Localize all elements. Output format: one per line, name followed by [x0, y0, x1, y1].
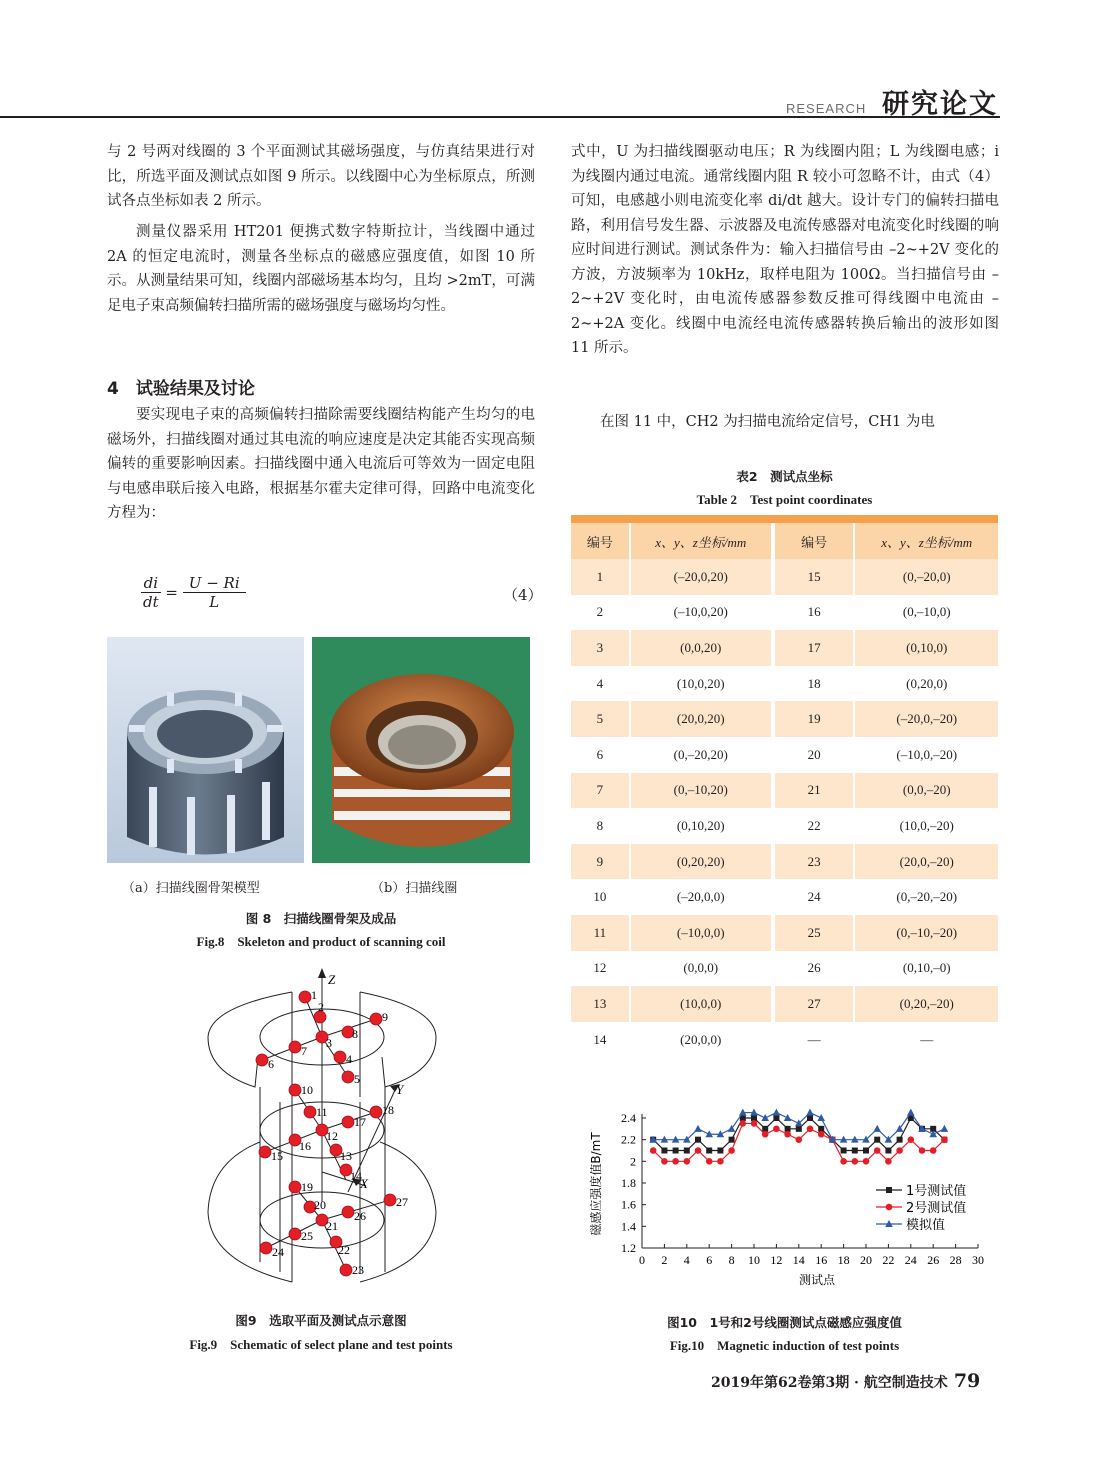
chart-point-s1 [717, 1148, 723, 1154]
cell-coords-2: (0,–20,–20) [855, 879, 998, 915]
section-heading: 4 试验结果及讨论 [107, 379, 255, 399]
chart-y-tick-label: 1.6 [621, 1197, 636, 1212]
cell-id: 8 [571, 808, 631, 844]
test-point-label: 12 [326, 1129, 338, 1143]
cell-id-2: 26 [773, 951, 856, 987]
cell-coords-2: (–20,0,–20) [855, 701, 998, 737]
cell-coords: (10,0,20) [631, 666, 773, 702]
chart-x-tick-label: 28 [949, 1253, 962, 1267]
table2-top-bar [571, 515, 998, 523]
cell-coords-2: (–10,0,–20) [855, 737, 998, 773]
table-row [571, 915, 998, 951]
chart-point-s1 [695, 1137, 701, 1143]
chart-y-tick-label: 2.2 [621, 1132, 636, 1147]
table-row [571, 844, 998, 880]
chart-x-tick-label: 10 [748, 1253, 760, 1267]
test-point-marker [289, 1228, 301, 1240]
header-rule [0, 116, 1000, 118]
table2 [571, 523, 998, 1057]
coil-outline-lower-left [208, 1142, 292, 1282]
chart-point-s3 [817, 1114, 825, 1121]
chart-point-s2 [740, 1120, 747, 1127]
header-section-title: 研究论文 [882, 89, 998, 120]
chart-y-tick-label: 2.4 [621, 1111, 636, 1125]
test-point-label: 16 [299, 1139, 311, 1153]
chart-point-s2 [751, 1120, 758, 1127]
fig10-chart [580, 1100, 1000, 1300]
cell-coords-2: (0,20,–20) [855, 986, 998, 1022]
test-point-marker [340, 1264, 352, 1276]
test-point-label: 3 [326, 1036, 332, 1050]
header-id: 编号 [571, 523, 631, 559]
eq-lhs-den: dt [143, 593, 159, 611]
cell-id-2: 27 [773, 986, 856, 1022]
chart-point-s2 [684, 1158, 691, 1165]
cell-id-2: 23 [773, 844, 856, 880]
cell-id: 4 [571, 666, 631, 702]
table2-caption-cn: 表2 测试点坐标 [736, 469, 833, 484]
chart-point-s1 [807, 1115, 813, 1121]
cell-coords: (–10,0,20) [631, 595, 773, 631]
cell-coords-2: (0,10,–0) [855, 951, 998, 987]
axis-x-label: X [360, 1176, 368, 1191]
chart-point-s1 [751, 1115, 757, 1121]
chart-point-s2 [941, 1136, 948, 1143]
chart-point-s2 [908, 1136, 915, 1143]
cell-id-2: 17 [773, 630, 856, 666]
test-point-marker [260, 1242, 272, 1254]
chart-y-tick-label: 1.8 [621, 1176, 636, 1190]
right-paragraph-2: 在图 11 中，CH2 为扫描电流给定信号，CH1 为电 [600, 414, 935, 430]
legend-label: 2号测试值 [906, 1201, 967, 1216]
table-row [571, 701, 998, 737]
chart-point-s2 [852, 1158, 859, 1165]
cell-id: 10 [571, 879, 631, 915]
fig8b-subcaption: （b）扫描线圈 [371, 881, 458, 896]
page-number: 79 [953, 1370, 981, 1392]
test-point-marker [259, 1146, 271, 1158]
chart-point-s1 [684, 1148, 690, 1154]
cell-id: 6 [571, 737, 631, 773]
test-point-label: 22 [338, 1243, 350, 1257]
test-point-marker [256, 1054, 268, 1066]
fig8a-subcaption: （a）扫描线圈骨架模型 [122, 881, 260, 896]
legend-label: 模拟值 [906, 1218, 946, 1233]
test-point-label: 20 [314, 1198, 326, 1212]
chart-x-tick-label: 4 [683, 1253, 690, 1267]
chart-point-s1 [673, 1148, 679, 1154]
table-row [571, 630, 998, 666]
cell-id-2: 25 [773, 915, 856, 951]
cell-coords: (0,20,20) [631, 844, 773, 880]
chart-point-s2 [919, 1147, 926, 1154]
header-research-label: RESEARCH [786, 101, 867, 116]
cell-coords-2: (0,–10,–20) [855, 915, 998, 951]
cell-coords: (0,–20,20) [631, 737, 773, 773]
cell-id-2: 18 [773, 666, 856, 702]
chart-x-tick-label: 24 [904, 1253, 917, 1267]
chart-point-s1 [818, 1126, 824, 1132]
chart-point-s2 [807, 1126, 814, 1133]
fig8-caption-en: Fig.8 Skeleton and product of scanning coil [196, 934, 446, 949]
chart-point-s2 [874, 1147, 881, 1154]
chart-point-s2 [661, 1158, 668, 1165]
test-point-marker [334, 1051, 346, 1063]
table-row [571, 595, 998, 631]
legend-marker [886, 1187, 892, 1193]
cell-coords-2: (20,0,–20) [855, 844, 998, 880]
fig9-caption-cn: 图9 选取平面及测试点示意图 [235, 1313, 407, 1328]
chart-point-s3 [761, 1114, 769, 1121]
chart-x-tick-label: 8 [728, 1253, 735, 1267]
table-header-row [571, 523, 998, 559]
test-point-label: 9 [382, 1010, 388, 1024]
header-coords-2: x、y、z坐标/mm [855, 523, 998, 559]
chart-point-s2 [885, 1158, 892, 1165]
chart-x-tick-label: 30 [972, 1253, 984, 1267]
chart-y-axis-label: 磁感应强度值B/mT [589, 1132, 603, 1236]
chart-x-tick-label: 20 [860, 1253, 872, 1267]
chart-legend [876, 1183, 966, 1233]
cell-coords: (–20,0,0) [631, 879, 773, 915]
cell-coords-2: — [855, 1022, 998, 1058]
chart-point-s2 [728, 1147, 735, 1154]
chart-x-tick-label: 0 [639, 1253, 645, 1267]
chart-point-s1 [841, 1148, 847, 1154]
table-row [571, 986, 998, 1022]
chart-point-s2 [706, 1158, 713, 1165]
chart-point-s3 [806, 1109, 814, 1116]
test-point-label: 7 [301, 1044, 307, 1058]
cell-id: 2 [571, 595, 631, 631]
cell-coords-2: (0,20,0) [855, 666, 998, 702]
test-point-label: 24 [272, 1245, 284, 1259]
test-point-label: 23 [352, 1263, 364, 1277]
cell-coords-2: (0,–10,0) [855, 595, 998, 631]
fig8-caption-cn: 图 8 扫描线圈骨架及成品 [245, 911, 397, 926]
legend-label: 1号测试值 [906, 1184, 967, 1199]
cell-coords: (0,0,20) [631, 630, 773, 666]
cell-coords: (0,–10,20) [631, 773, 773, 809]
table-row [571, 951, 998, 987]
chart-y-tick-label: 1.4 [621, 1219, 636, 1234]
chart-point-s1 [785, 1126, 791, 1132]
test-point-label: 19 [301, 1180, 313, 1194]
left-paragraph-3: 要实现电子束的高频偏转扫描除需要线圈结构能产生均匀的电磁场外，扫描线圈对通过其电流的响应速度是决定其能否实现高频偏转的重要影响因素。扫描线圈中通入电流后可等效为一固定电阻与电感串联后接入电路，根据基尔霍夫定律可得，回路中电流变化方程为： [107, 407, 535, 521]
chart-point-s2 [672, 1158, 679, 1165]
chart-point-s2 [650, 1147, 657, 1154]
table-row [571, 808, 998, 844]
chart-point-s3 [784, 1114, 792, 1121]
table2-caption-en: Table 2 Test point coordinates [696, 492, 873, 507]
chart-point-s2 [773, 1126, 780, 1133]
chart-x-axis-label: 测试点 [798, 1273, 836, 1287]
cell-coords-2: (0,10,0) [855, 630, 998, 666]
chart-point-s1 [885, 1148, 891, 1154]
cell-coords: (–10,0,0) [631, 915, 773, 951]
axis-y-label: Y [396, 1082, 404, 1097]
test-point-label: 17 [354, 1115, 366, 1129]
chart-point-s1 [661, 1148, 667, 1154]
eq-rhs [183, 574, 246, 611]
chart-point-s1 [897, 1137, 903, 1143]
coil-outline-upper-left [208, 992, 292, 1087]
table-row [571, 879, 998, 915]
chart-point-s2 [784, 1131, 791, 1138]
chart-x-tick-label: 2 [661, 1253, 668, 1267]
chart-point-s1 [729, 1137, 735, 1143]
test-point-marker [289, 1084, 301, 1096]
header-id-2: 编号 [773, 523, 856, 559]
test-point-marker [289, 1181, 301, 1193]
fig8a-skeleton-model-image [107, 637, 304, 863]
cell-coords: (–20,0,20) [631, 559, 773, 595]
fig8b-scanning-coil-photo [312, 637, 530, 863]
test-point-label: 14 [350, 1169, 362, 1183]
cell-coords-2: (10,0,–20) [855, 808, 998, 844]
chart-point-s3 [907, 1109, 915, 1116]
test-point-marker [289, 1041, 301, 1053]
chart-y-tick-label: 2 [630, 1154, 636, 1169]
test-point-marker [342, 1206, 354, 1218]
eq-rhs-num: U − Ri [183, 574, 246, 593]
legend-marker [886, 1204, 893, 1211]
chart-x-tick-label: 22 [882, 1253, 895, 1267]
chart-point-s1 [706, 1148, 712, 1154]
cell-coords: (20,0,20) [631, 701, 773, 737]
test-point-label: 25 [301, 1229, 313, 1243]
chart-point-s2 [762, 1131, 769, 1138]
test-point-marker [304, 1106, 316, 1118]
cell-id-2: 22 [773, 808, 856, 844]
test-point-label: 11 [316, 1105, 328, 1119]
cell-id: 5 [571, 701, 631, 737]
fig9-caption-en: Fig.9 Schematic of select plane and test points [189, 1337, 453, 1352]
test-point-label: 26 [354, 1209, 366, 1223]
cell-id: 7 [571, 773, 631, 809]
chart-x-tick-label: 26 [927, 1253, 940, 1267]
test-point-label: 27 [396, 1195, 408, 1209]
cell-id-2: — [773, 1022, 856, 1058]
cell-id-2: 16 [773, 595, 856, 631]
cell-id-2: 20 [773, 737, 856, 773]
header-coords: x、y、z坐标/mm [631, 523, 773, 559]
table-row [571, 737, 998, 773]
equation-number: （4） [503, 586, 543, 604]
chart-point-s2 [930, 1147, 937, 1154]
chart-x-tick-label: 12 [770, 1253, 783, 1267]
test-point-label: 15 [271, 1149, 283, 1163]
test-point-marker [370, 1106, 382, 1118]
cell-id-2: 19 [773, 701, 856, 737]
chart-point-s3 [773, 1109, 781, 1116]
cell-id: 3 [571, 630, 631, 666]
chart-x-tick-label: 6 [706, 1253, 713, 1267]
cell-coords-2: (0,–20,0) [855, 559, 998, 595]
chart-point-s1 [852, 1148, 858, 1154]
chart-x-tick-label: 16 [815, 1253, 828, 1267]
cell-id: 9 [571, 844, 631, 880]
test-point-label: 10 [301, 1083, 313, 1097]
chart-point-s2 [863, 1158, 870, 1165]
cell-id: 1 [571, 559, 631, 595]
equation-4 [141, 574, 246, 611]
table-row [571, 559, 998, 595]
test-point-label: 13 [340, 1149, 352, 1163]
chart-series [649, 1109, 948, 1165]
chart-point-s2 [717, 1158, 724, 1165]
chart-point-s3 [873, 1125, 881, 1132]
right-paragraph-1: 式中，U 为扫描线圈驱动电压；R 为线圈内阻；L 为线圈电感；i 为线圈内通过电流。通常线圈内阻 R 较小可忽略不计，由式（4）可知，电感越小则电流变化率 di/dt 越大。设计专门的偏转扫描电路，利用信号发生器、示波器及电流传感器对电流变化时线圈的响应时间进行测试。测试条件为：输入扫描信号由 –2~+2V 变化的方波，方波频率为 10kHz，取样电阻为 100Ω。当扫描信号由 –2~+2V 变化时，由电流传感器参数反推可得线圈中电流由 –2~+2A 变化。线圈中电流经电流传感器转换后输出的波形如图 11 所示。 [571, 144, 999, 356]
test-point-marker [342, 1071, 354, 1083]
test-point-marker [342, 1116, 354, 1128]
cell-id: 13 [571, 986, 631, 1022]
fig10-caption-cn: 图10 1号和2号线圈测试点磁感应强度值 [667, 1315, 902, 1330]
coil-outline-upper-right [360, 992, 436, 1087]
cell-coords: (20,0,0) [631, 1022, 773, 1058]
cell-id-2: 15 [773, 559, 856, 595]
eq-lhs-num: di [141, 574, 161, 593]
table-row [571, 1022, 998, 1058]
chart-point-s1 [863, 1148, 869, 1154]
axis-z-label: Z [328, 972, 336, 987]
chart-point-s1 [874, 1137, 880, 1143]
chart-point-s3 [694, 1125, 702, 1132]
test-point-label: 6 [268, 1057, 274, 1071]
page-footer [711, 1370, 980, 1392]
chart-point-s1 [762, 1126, 768, 1132]
test-point-marker [370, 1013, 382, 1025]
test-point-label: 21 [326, 1219, 338, 1233]
chart-point-s2 [695, 1147, 702, 1154]
cell-coords: (0,0,0) [631, 951, 773, 987]
test-point-marker [299, 991, 311, 1003]
left-paragraph-2: 测量仪器采用 HT201 便携式数字特斯拉计，当线圈中通过 2A 的恒定电流时，测量各坐标点的磁感应强度值，如图 10 所示。从测量结果可知，线圈内部磁场基本均匀，且均 >2mT，可满足电子束高频偏转扫描所需的磁场强度与磁场均匀性。 [107, 224, 535, 314]
test-point-label: 1 [311, 988, 317, 1002]
fig9-diagram [200, 962, 440, 1284]
cell-id-2: 24 [773, 879, 856, 915]
eq-lhs [141, 574, 161, 611]
chart-point-s3 [941, 1125, 949, 1132]
eq-equals: = [165, 583, 178, 602]
test-point-label: 18 [382, 1103, 394, 1117]
cell-id: 12 [571, 951, 631, 987]
chart-point-s2 [796, 1136, 803, 1143]
left-paragraph-1: 与 2 号两对线圈的 3 个平面测试其磁场强度，与仿真结果进行对比，所选平面及测试点如图 9 所示。以线圈中心为坐标原点，所测试各点坐标如表 2 所示。 [107, 144, 535, 209]
eq-rhs-den: L [209, 593, 220, 611]
footer-journal: 2019年第62卷第3期 · 航空制造技术 [711, 1375, 948, 1391]
chart-point-s2 [896, 1147, 903, 1154]
test-point-label: 8 [352, 1027, 358, 1041]
coil-outline-lower-right [360, 1142, 436, 1282]
chart-point-s1 [773, 1115, 779, 1121]
table-row [571, 666, 998, 702]
chart-point-s2 [818, 1131, 825, 1138]
cell-id: 11 [571, 915, 631, 951]
chart-y-tick-label: 1.2 [621, 1241, 636, 1255]
chart-x-tick-label: 14 [792, 1253, 805, 1267]
test-point-label: 5 [354, 1072, 360, 1086]
fig10-caption-en: Fig.10 Magnetic induction of test points [669, 1338, 900, 1353]
chart-x-tick-label: 18 [837, 1253, 850, 1267]
test-point-label: 2 [318, 1000, 324, 1014]
table-row [571, 773, 998, 809]
chart-point-s1 [796, 1126, 802, 1132]
test-point-marker [384, 1194, 396, 1206]
chart-point-s2 [840, 1158, 847, 1165]
cell-id-2: 21 [773, 773, 856, 809]
cell-coords: (10,0,0) [631, 986, 773, 1022]
cell-coords: (0,10,20) [631, 808, 773, 844]
cell-id: 14 [571, 1022, 631, 1058]
test-point-label: 4 [346, 1052, 352, 1066]
cell-coords-2: (0,0,–20) [855, 773, 998, 809]
